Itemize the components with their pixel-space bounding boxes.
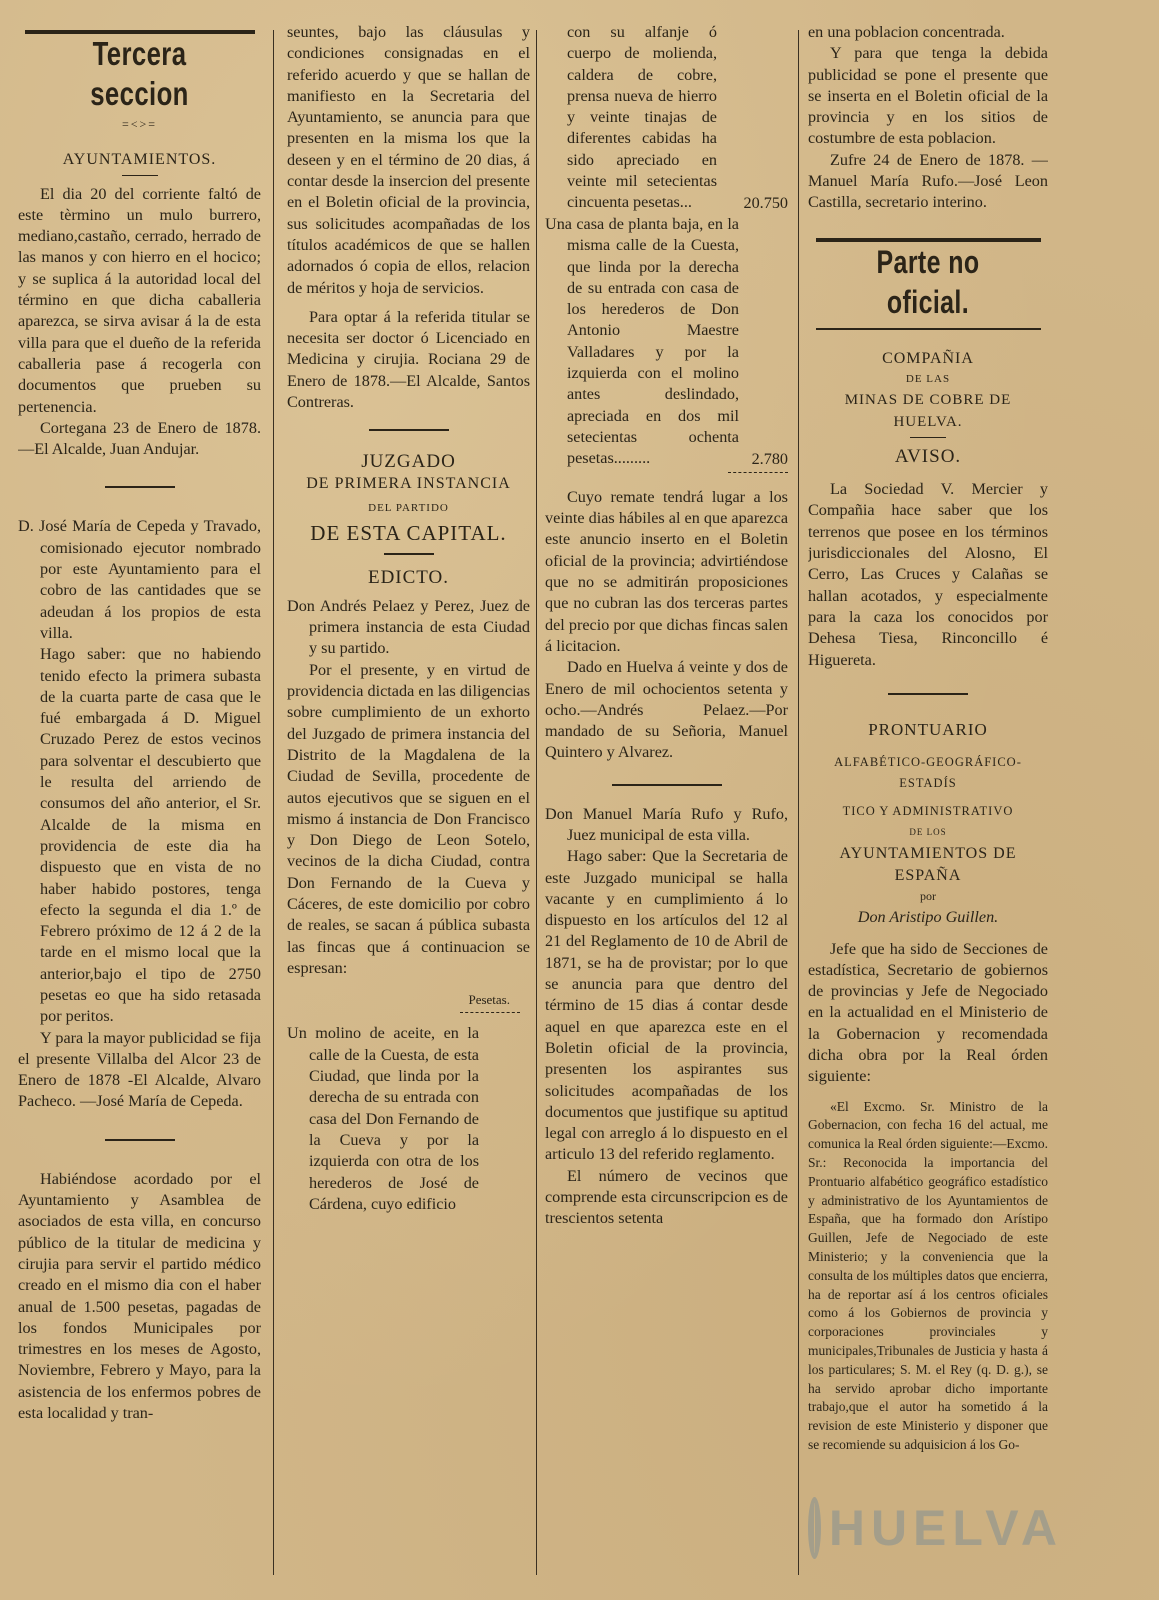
prontuario-heading-6: por	[920, 888, 936, 903]
finca-molino-price: 20.750	[743, 193, 788, 212]
divider	[369, 429, 449, 431]
column-divider	[273, 30, 274, 1575]
section-title: Tercera seccion	[90, 35, 189, 112]
publicidad-paragraph: Y para que tenga la debida publicidad se pone el presente que se inserta en el Boletin oficial de la provincia y en los sitios de costumbre de esta poblacion.	[808, 44, 1048, 148]
edict-intro: Don Andrés Pelaez y Perez, Juez de primera instancia de esta Ciudad y su partido.	[287, 596, 530, 658]
aviso-body: La Sociedad V. Mercier y Compañia hace saber que los terrenos que posee en los términos jurisdiccionales del Alosno, El Cerro, Las Cruces y Calañas se hallan acotados, y especialmente para la caza los conocidos por Dehesa Tiesa, Rinconcillo é Higuereta.	[808, 480, 1048, 669]
divider	[122, 175, 158, 176]
column-4	[808, 22, 1048, 1582]
finca-casa: Una casa de planta baja, en la misma calle de la Cuesta, que linda por la derecha de su entrada con casa de los herederos de Don Antonio Maestre Valladares y por la izquierda con el molino antes deslindado, apreciada en dos mil setecientas ochenta pesetas.........	[545, 214, 739, 468]
edict-heading: EDICTO.	[367, 566, 450, 588]
prontuario-heading-4: DE LOS	[909, 827, 947, 838]
finca-molino: Un molino de aceite, en la calle de la Cuesta, de esta Ciudad, que linda por la derecha de su entrada con casa del Don Fernando de la Cueva y por la izquierda con otra de los herederos de José de Cárdena, cuyo edificio	[287, 1024, 479, 1213]
prontuario-heading-3: TICO Y ADMINISTRATIVO	[842, 803, 1014, 818]
column-2	[287, 22, 530, 1582]
prontuario-heading-5: AYUNTAMIENTOS DE ESPAÑA	[839, 845, 1017, 884]
prontuario-heading-2: ALFABÉTICO-GEOGRÁFICO-ESTADÍS	[834, 755, 1022, 791]
divider	[105, 486, 175, 488]
prontuario-body: Jefe que ha sido de Secciones de estadística, Secretario de gobiernos de provincias y Jefe de Negociado en la actualidad en el Ministerio de la Gobernacion y recomendada dicha obra por la Real órden siguiente:	[808, 939, 1048, 1086]
court-heading: JUZGADO	[361, 451, 456, 473]
divider	[888, 693, 968, 695]
finca-molino-cont: con su alfanje ó cuerpo de molienda, caldera de cobre, prensa nueva de hierro y veinte tinajas de diferentes cabidas ha sido apreciado en veinte mil setecientas cincuenta pesetas...	[567, 23, 717, 212]
divider	[384, 553, 434, 555]
prontuario-heading: PRONTUARIO	[868, 719, 988, 739]
column-1	[18, 22, 261, 1582]
court-heading-2: DE PRIMERA INSTANCIA	[306, 474, 511, 492]
juez-body-2: El número de vecinos que comprende esta circunscripcion es de trescientos setenta	[545, 1166, 788, 1228]
company-heading-2: DE LAS	[905, 372, 951, 385]
column-divider	[536, 30, 537, 1575]
heading-ayuntamientos: AYUNTAMIENTOS.	[62, 151, 217, 169]
court-heading-3: DEL PARTIDO	[368, 501, 449, 514]
divider	[910, 437, 946, 438]
ornament: =<>=	[121, 117, 158, 131]
notice-cepeda-intro: D. José María de Cepeda y Travado, comisionado ejecutor nombrado por este Ayuntamiento para el cobro de las cantidades que se adeudan á los propios de esta villa.	[18, 517, 261, 642]
notice-cepeda-close: Y para la mayor publicidad se fija el presente Villalba del Alcor 23 de Enero de 1878 -El Alcalde, Alvaro Pacheco. —José María de Cepeda.	[18, 1028, 261, 1111]
prontuario-quote: «El Excmo. Sr. Ministro de la Gobernacion, con fecha 16 del actual, me comunica la Real órden siguiente:—Excmo. Sr.: Reconocida la importancia del Prontuario alfabético geográfico estadístico y administrativo de los Ayuntamientos de España, que ha formado don Arístipo Guillen, Jefe de Negociado de este Ministerio; y la conveniencia que la consulta de los múltiples datos que encierra, ha de reportar así á los centros oficiales como á los Gobiernos de provincia y corporaciones provinciales y municipales,Tribunales de Justicia y hasta á los particulares; S. M. el Rey (q. D. g.), se ha servido aprobar dicho importante trabajo,que el autor ha sometido á la revision de este Ministerio y disponer que se recomiende su adquisicion á los Go-	[808, 1098, 1048, 1452]
notice-mule: El dia 20 del corriente faltó de este tèrmino un mulo burrero, mediano,castaño, cerrado, herrado de las manos y con hierro en el hocico; y se suplica á la autoridad local del término en que dicha caballeria aparezca, se sirva avisar á la de esta villa para que el dueño de la referida caballeria pase á recogerla con documentos que prueben su pertenencia.	[18, 184, 261, 416]
divider	[728, 472, 788, 473]
notice-mule-signature: Cortegana 23 de Enero de 1878.—El Alcalde, Juan Andujar.	[18, 418, 261, 459]
finca-casa-price: 2.780	[751, 449, 788, 468]
prontuario-author: Don Aristipo Guillen.	[857, 908, 999, 927]
section-title-no-oficial: Parte no oficial.	[876, 243, 980, 320]
edict-body: Por el presente, y en virtud de providencia dictada en las diligencias sobre cumplimiento de un exhorto del Juzgado de primera instancia del Distrito de la Magdalena de la Ciudad de Sevilla, procedente de autos ejecutivos que se siguen en el mismo á instancia de Don Francisco y Don Diego de Leon Sotelo, vecinos de la dicha Ciudad, contra Don Fernando de la Cueva y Cáceres, de este domicilio por cobro de reales, se sacan á pública subasta las fincas que á continuacion se espresan:	[287, 660, 530, 977]
juez-body-cont: en una poblacion concentrada.	[808, 23, 1005, 41]
column-divider	[798, 30, 799, 1575]
dado-paragraph: Dado en Huelva á veinte y dos de Enero de mil ochocientos setenta y ocho.—Andrés Pelaez.—Por mandado de su Señoria, Manuel Quintero y Alvarez.	[545, 658, 788, 762]
juez-intro: Don Manuel María Rufo y Rufo, Juez municipal de esta villa.	[545, 804, 788, 844]
huelva-watermark	[808, 1488, 1063, 1568]
section-bottom-rule	[816, 328, 1041, 330]
aviso-heading: AVISO.	[894, 445, 962, 467]
notice-medicina-requirements: Para optar á la referida titular se necesita ser doctor ó Licenciado en Medicina y cirujia. Rociana 29 de Enero de 1878.—El Alcalde, Santos Contreras.	[287, 307, 530, 412]
company-heading-3: MINAS DE COBRE DE HUELVA.	[844, 392, 1012, 430]
company-heading: COMPAÑIA	[882, 349, 974, 367]
juez-body: Hago saber: Que la Secretaria de este Juzgado municipal se halla vacante y en cumplimiento á lo dispuesto en los artículos del 12 al 21 del Reglamento de 10 de Abril de 1871, se ha de provistar; por lo que se anuncia para que dentro del término de 15 dias á contar desde aquel en que aparezca este en el Boletin oficial de la provincia, presenten los aspirantes sus solicitudes acompañadas de los documentos que justifique su aptitud legal con arreglo á lo dispuesto en el articulo 13 del referido reglamento.	[545, 847, 788, 1164]
notice-cepeda-body: Hago saber: que no habiendo tenido efecto la primera subasta de la cuarta parte de casa que le fué embargada á D. Miguel Cruzado Perez de estos vecinos para solventar el descubierto que le resulta del arriendo de consumos del año anterior, el Sr. Alcalde de la misma en providencia de este dia ha dispuesto que en vista de no haber habido postores, tenga efecto la segunda el dia 1.º de Febrero próximo de 12 á 2 de la tarde en el mismo local que la anterior,bajo el tipo de 2750 pesetas eo que ha sido retasada por peritos.	[40, 645, 261, 1026]
divider	[460, 1012, 520, 1013]
seal-icon	[808, 1497, 821, 1559]
watermark-text: HUELVA	[828, 1500, 1063, 1556]
zufre-signature: Zufre 24 de Enero de 1878. —Manuel María Rufo.—José Leon Castilla, secretario interino.	[808, 150, 1048, 212]
notice-medicina-cont: seuntes, bajo las cláusulas y condiciones consignadas en el referido acuerdo y que se hallan de manifiesto en la Secretaria del Ayuntamiento, se anuncia para que presenten en la misma los que la deseen y en el término de 20 dias, á contar desde la insercion del presente en el Boletin oficial de la provincia, sus solicitudes acompañadas de los títulos académicos de que se hallen adornados ó copia de ellos, relacion de méritos y hoja de servicios.	[287, 23, 530, 297]
remate-paragraph: Cuyo remate tendrá lugar a los veinte dias hábiles al en que aparezca este anuncio inserto en el Boletin oficial de la provincia; advirtiéndose que no se admitirán proposiciones que no cubran las dos terceras partes del precio por que dichas fincas salen á licitacion.	[545, 487, 788, 655]
divider	[105, 1139, 175, 1141]
divider	[612, 784, 722, 786]
court-heading-4: DE ESTA CAPITAL.	[310, 521, 507, 546]
column-3	[545, 22, 788, 1582]
notice-medicina: Habiéndose acordado por el Ayuntamiento y Asamblea de asociados de esta villa, en concurso público de la titular de medicina y cirujia para servir el partido médico creado en el mismo dia con el haber anual de 1.500 pesetas, pagadas de los fondos Municipales por trimestres en los meses de Agosto, Noviembre, Febrero y Mayo, para la asistencia de los enfermos pobres de esta localidad y tran-	[18, 1169, 261, 1423]
pesetas-label: Pesetas.	[468, 992, 510, 1008]
